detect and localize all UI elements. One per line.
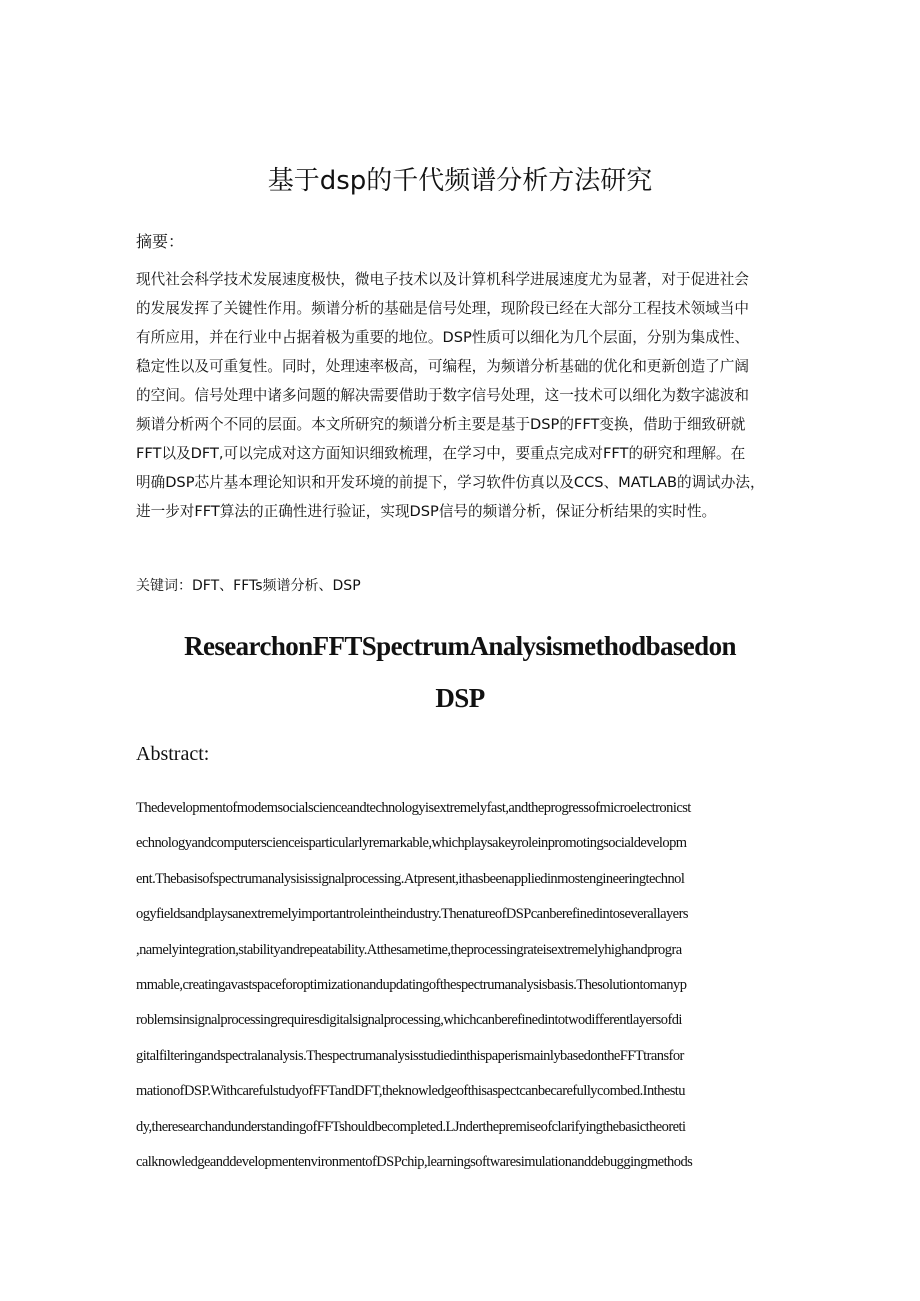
chinese-abstract-label: 摘要：: [136, 232, 185, 251]
abstract-line: 的发展发挥了关键性作用。频谱分析的基础是信号处理，现阶段已经在大部分工程技术领域当中: [136, 300, 749, 317]
abstract-line: 频谱分析两个不同的层面。本文所研究的频谱分析主要是基于DSP的FFT变换，借助于细致研就: [136, 416, 746, 433]
abstract-line: 有所应用，并在行业中占据着极为重要的地位。DSP性质可以细化为几个层面，分别为集成性、: [136, 329, 750, 346]
english-title-line: DSP: [435, 683, 485, 713]
abstract-line: echnologyandcomputerscienceisparticularlyremarkable,whichplaysakeyroleinpromotingsocialdevelopm: [136, 835, 687, 852]
abstract-line: mationofDSP.WithcarefulstudyofFFTandDFT,theknowledgeofthisaspectcanbecarefullycombed.Inthestu: [136, 1083, 685, 1100]
abstract-line: gitalfilteringandspectralanalysis.ThespectrumanalysisstudiedinthispaperismainlybasedontheFFTtransfor: [136, 1047, 684, 1064]
english-title: [0, 620, 920, 724]
abstract-line: FFT以及DFT,可以完成对这方面知识细致梳理，在学习中，要重点完成对FFT的研究和理解。在: [136, 445, 746, 462]
abstract-line: roblemsinsignalprocessingrequiresdigitalsignalprocessing,whichcanberefinedintotwodifferentlayersofdi: [136, 1012, 682, 1029]
abstract-line: 的空间。信号处理中诸多问题的解决需要借助于数字信号处理，这一技术可以细化为数字滤波和: [136, 387, 749, 404]
abstract-line: 稳定性以及可重复性。同时，处理速率极高，可编程，为频谱分析基础的优化和更新创造了广阔: [136, 358, 749, 375]
chinese-abstract-body: [136, 265, 786, 526]
abstract-line: 现代社会科学技术发展速度极快，微电子技术以及计算机科学进展速度尤为显著，对于促进社会: [136, 271, 749, 288]
abstract-line: Thedevelopmentofmodemsocialscienceandtechnologyisextremelyfast,andtheprogressofmicroelectronicst: [136, 800, 691, 816]
english-abstract-body: [136, 796, 786, 1185]
abstract-line: calknowledgeanddevelopmentenvironmentofDSPchip,learningsoftwaresimulationanddebuggingmethods: [136, 1153, 693, 1170]
abstract-line: mmable,creatingavastspaceforoptimizationandupdatingofthespectrumanalysisbasis.Thesolutiontomanyp: [136, 976, 687, 993]
abstract-line: ogyfieldsandplaysanextremelyimportantroleintheindustry.ThenatureofDSPcanberefinedintoseverallayers: [136, 906, 688, 923]
english-abstract-label: Abstract:: [136, 743, 210, 765]
english-title-line: ResearchonFFTSpectrumAnalysismethodbasedon: [184, 631, 736, 661]
chinese-keywords: 关键词：DFT、FFTs频谱分析、DSP: [136, 578, 361, 594]
abstract-line: ent.Thebasisofspectrumanalysisissignalprocessing.Atpresent,ithasbeenappliedinmostengineeringtechnol: [136, 870, 685, 887]
abstract-line: 明确DSP芯片基本理论知识和开发环境的前提下，学习软件仿真以及CCS、MATLAB的调试办法，: [136, 474, 765, 491]
abstract-line: dy,theresearchandunderstandingofFFTshouldbecompleted.LJnderthepremiseofclarifyingthebasictheoreti: [136, 1118, 686, 1135]
chinese-title: 基于dsp的千代频谱分析方法研究: [267, 166, 653, 196]
abstract-line: 进一步对FFT算法的正确性进行验证，实现DSP信号的频谱分析，保证分析结果的实时性。: [136, 503, 717, 520]
abstract-line: ,namelyintegration,stabilityandrepeatability.Atthesametime,theprocessingrateisextremelyhighandprogra: [136, 941, 682, 958]
